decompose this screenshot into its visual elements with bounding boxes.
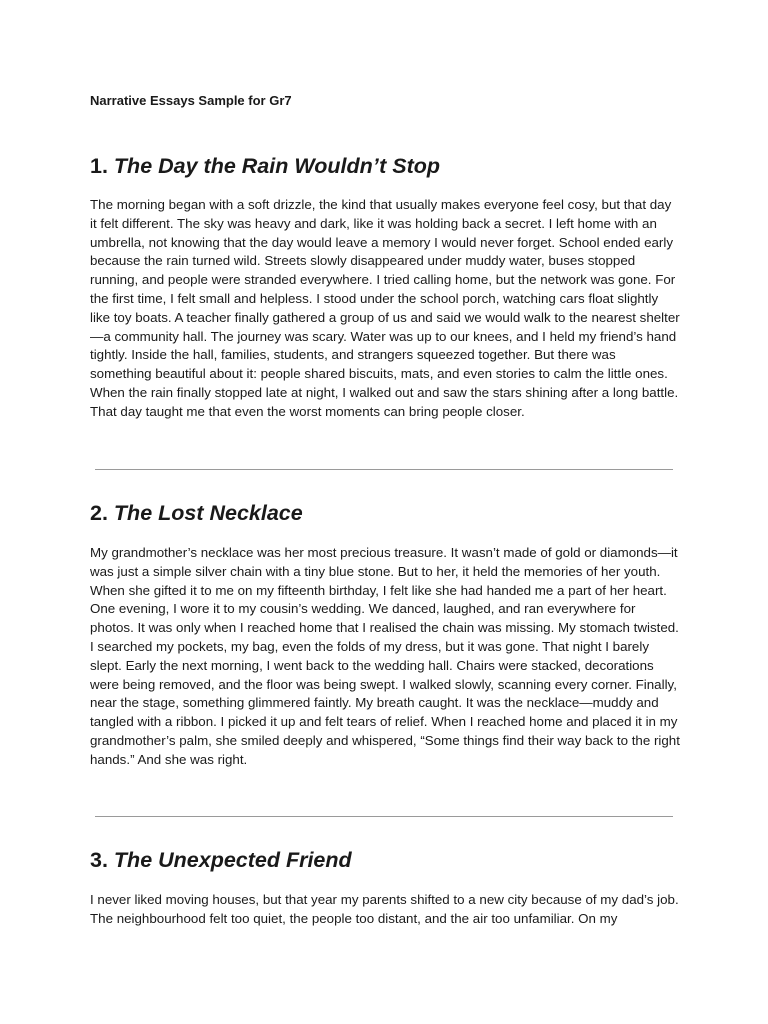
essay-heading <box>90 153 440 179</box>
essay-body: I never liked moving houses, but that year my parents shifted to a new city because of my dad’s job. The neighbourhood felt too quiet, the people too distant, and the air too unfamiliar. On my <box>90 892 679 926</box>
section-divider <box>95 816 673 817</box>
essay-number: 3. <box>90 848 108 872</box>
document-title: Narrative Essays Sample for Gr7 <box>90 93 292 108</box>
essay-title: The Lost Necklace <box>113 501 303 525</box>
essay-heading <box>90 847 352 873</box>
essay-title: The Day the Rain Wouldn’t Stop <box>113 154 440 178</box>
essay-heading <box>90 500 303 526</box>
essay-number: 2. <box>90 501 108 525</box>
essay-title: The Unexpected Friend <box>113 848 352 872</box>
section-divider <box>95 469 673 470</box>
essay-number: 1. <box>90 154 108 178</box>
essay-body: My grandmother’s necklace was her most precious treasure. It wasn’t made of gold or diamonds—it was just a simple silver chain with a tiny blue stone. But to her, it held the memories of her youth. When she gifted it to me on my fifteenth birthday, I felt like she had handed me a part of her heart. One evening, I wore it to my cousin’s wedding. We danced, laughed, and ran everywhere for photos. It was only when I reached home that I realised the chain was missing. My stomach twisted. I searched my pockets, my bag, even the folds of my dress, but it was gone. That night I barely slept. Early the next morning, I went back to the wedding hall. Chairs were stacked, decorations were being removed, and the floor was being swept. I walked slowly, scanning every corner. Finally, near the stage, something glimmered faintly. My breath caught. It was the necklace—muddy and tangled with a ribbon. I picked it up and felt tears of relief. When I reached home and placed it in my grandmother’s palm, she smiled deeply and whispered, “Some things find their way back to the right hands.” And she was right. <box>90 545 680 767</box>
essay-body: The morning began with a soft drizzle, the kind that usually makes everyone feel cosy, but that day it felt different. The sky was heavy and dark, like it was holding back a secret. I left home with an umbrella, not knowing that the day would leave a memory I would never forget. School ended early because the rain turned wild. Streets slowly disappeared under muddy water, buses stopped running, and people were stranded everywhere. I tried calling home, but the network was gone. For the first time, I felt small and helpless. I stood under the school porch, watching cars float slightly like toy boats. A teacher finally gathered a group of us and said we would walk to the nearest shelter—a community hall. The journey was scary. Water was up to our knees, and I held my friend’s hand tightly. Inside the hall, families, students, and strangers squeezed together. But there was something beautiful about it: people shared biscuits, mats, and even stories to calm the little ones. When the rain finally stopped late at night, I walked out and saw the stars shining after a long battle. That day taught me that even the worst moments can bring people closer. <box>90 197 680 419</box>
